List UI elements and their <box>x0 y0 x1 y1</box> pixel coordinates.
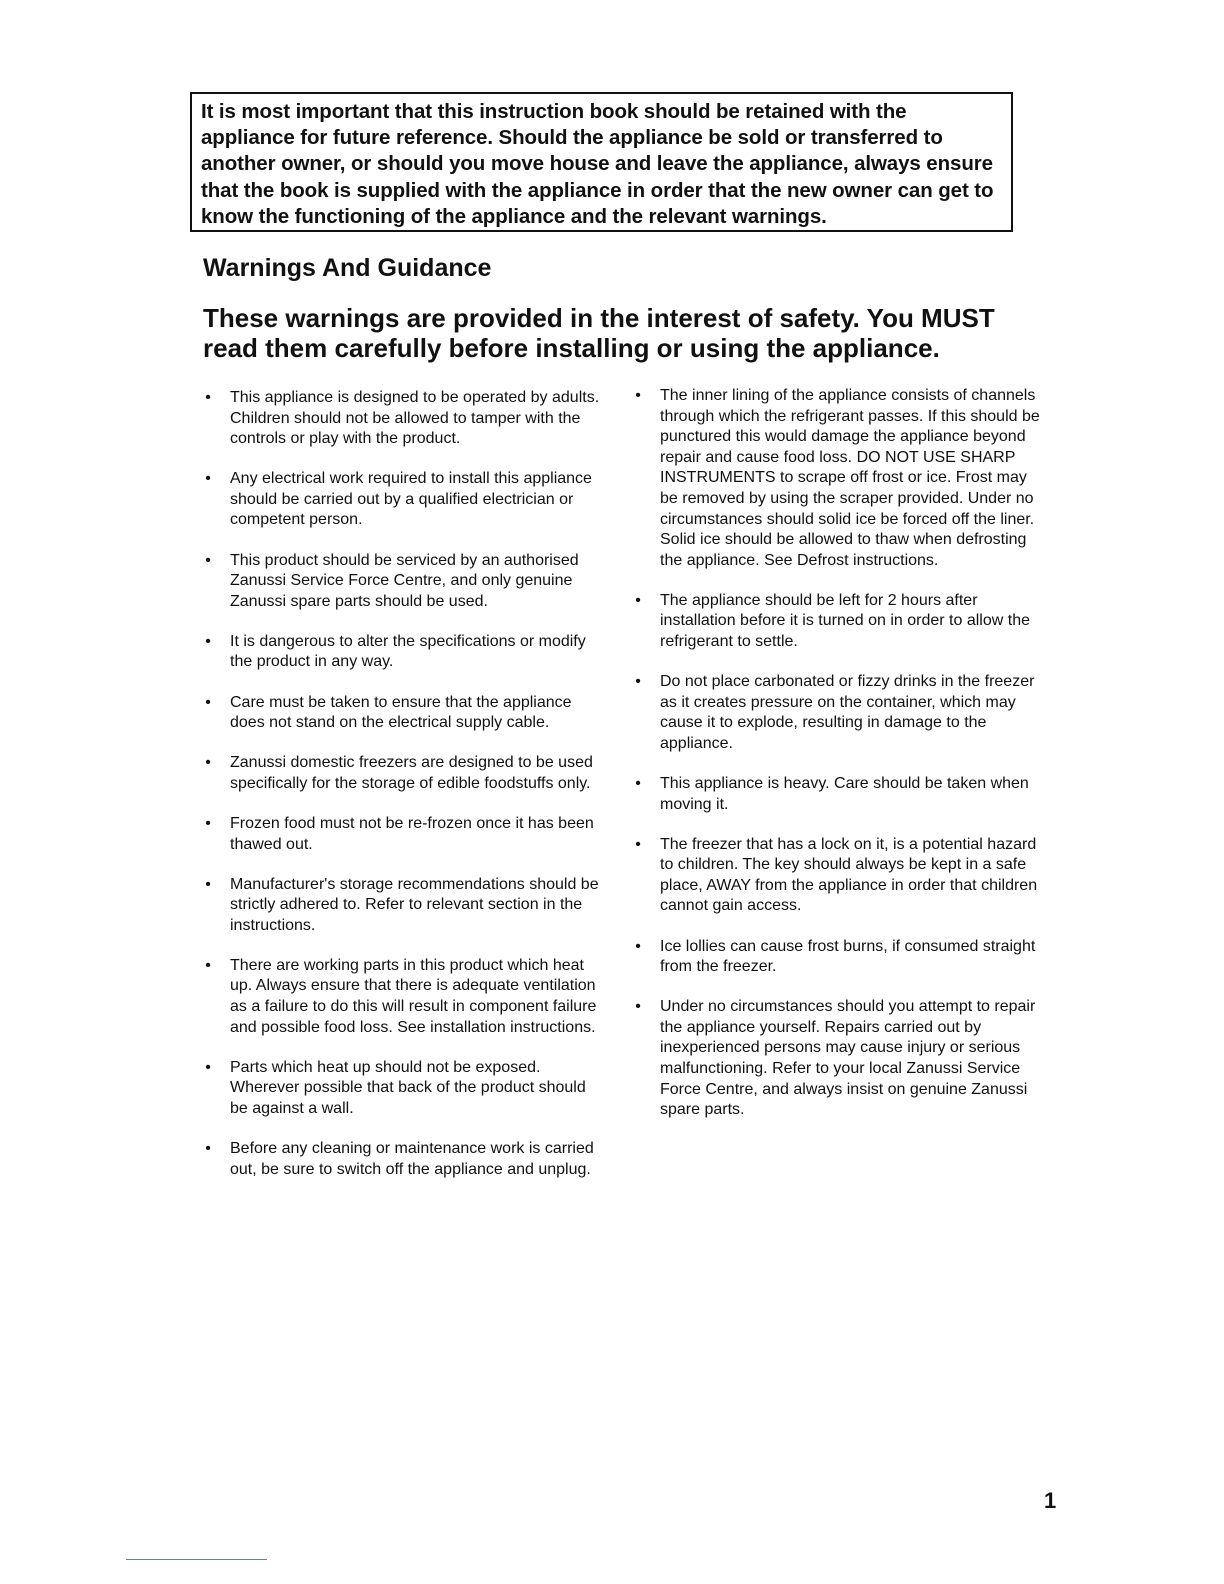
page-number: 1 <box>1044 1488 1057 1513</box>
warning-text: It is dangerous to alter the specifications or modify the product in any way. <box>230 632 586 671</box>
bullet-icon: • <box>205 1058 211 1076</box>
warning-text: Manufacturer's storage recommendations should be strictly adhered to. Refer to relevant section in the instructions. <box>230 875 599 934</box>
bullet-icon: • <box>205 470 211 488</box>
list-item <box>633 591 1043 653</box>
warning-text: Any electrical work required to install this appliance should be carried out by a qualified electrician or competent person. <box>230 470 592 529</box>
list-item <box>633 774 1043 815</box>
warning-text: Parts which heat up should not be exposed. Wherever possible that back of the product should be against a wall. <box>230 1058 586 1117</box>
list-item <box>203 753 603 794</box>
bullet-icon: • <box>635 998 641 1016</box>
notice-box <box>190 92 1013 232</box>
bullet-icon: • <box>205 389 211 406</box>
list-item <box>203 632 603 673</box>
bullet-icon: • <box>635 775 641 792</box>
bullet-icon: • <box>205 551 211 569</box>
left-warnings-list <box>203 388 603 1200</box>
list-item <box>633 835 1043 917</box>
warning-text: This appliance is heavy. Care should be taken when moving it. <box>660 775 1029 813</box>
footer-rule <box>126 1559 267 1560</box>
warning-text: Do not place carbonated or fizzy drinks in the freezer as it creates pressure on the container, which may cause it to explode, resulting in damage to the appliance. <box>660 673 1035 752</box>
list-item <box>203 551 603 613</box>
bullet-icon: • <box>205 693 211 711</box>
right-warnings-list <box>633 386 1043 1140</box>
warning-text: The appliance should be left for 2 hours after installation before it is turned on in order to allow the refrigerant to settle. <box>660 591 1030 651</box>
list-item <box>203 1058 603 1120</box>
bullet-icon: • <box>635 387 641 404</box>
warning-text: Care must be taken to ensure that the appliance does not stand on the electrical supply cable. <box>230 693 572 732</box>
list-item <box>203 1139 603 1180</box>
warning-text: Frozen food must not be re-frozen once it has been thawed out. <box>230 814 594 853</box>
bullet-icon: • <box>635 591 641 609</box>
bullet-icon: • <box>635 937 641 955</box>
list-item <box>633 386 1043 571</box>
bullet-icon: • <box>635 835 641 853</box>
bullet-icon: • <box>205 814 211 832</box>
list-item <box>203 956 603 1038</box>
warning-text: This appliance is designed to be operated by adults. Children should not be allowed to tamper with the controls or play with the product. <box>230 389 600 448</box>
notice-text: It is most important that this instruction book should be retained with the appliance for future reference. Should the appliance be sold or transferred to another owner, or should you move house and leave the appliance, always ensure that the book is supplied with the appliance in order that the new owner can get to know the functioning of the appliance and the relevant warnings. <box>201 100 994 228</box>
warning-text: Under no circumstances should you attempt to repair the appliance yourself. Repairs carried out by inexperienced persons may cause injury or serious malfunctioning. Refer to your local Zanussi Service Force Centre, and always insist on genuine Zanussi spare parts. <box>660 998 1036 1119</box>
warning-text: There are working parts in this product which heat up. Always ensure that there is adequate ventilation as a failure to do this will result in component failure and possible food loss. See installation instructions. <box>230 956 597 1036</box>
warning-text: Ice lollies can cause frost burns, if consumed straight from the freezer. <box>660 937 1036 976</box>
safety-lead: These warnings are provided in the interest of safety. You MUST read them carefully before installing or using the appliance. <box>203 303 995 363</box>
bullet-icon: • <box>205 754 211 772</box>
warning-text: Zanussi domestic freezers are designed to be used specifically for the storage of edible foodstuffs only. <box>230 754 593 792</box>
warning-text: The inner lining of the appliance consists of channels through which the refrigerant passes. If this should be punctured this would damage the appliance beyond repair and cause food loss. DO NOT USE SHARP INSTRUMENTS to scrape off frost or ice. Frost may be removed by using the scraper provided. Under no circumstances should solid ice be forced off the liner. Solid ice should be allowed to thaw when defrosting the appliance. See Defrost instructions. <box>660 387 1040 569</box>
list-item <box>203 388 603 450</box>
warning-text: The freezer that has a lock on it, is a potential hazard to children. The key should always be kept in a safe place, AWAY from the appliance in order that children cannot gain access. <box>660 835 1038 915</box>
list-item <box>203 469 603 531</box>
warning-text: This product should be serviced by an authorised Zanussi Service Force Centre, and only genuine Zanussi spare parts should be used. <box>230 551 579 610</box>
bullet-icon: • <box>205 956 211 974</box>
list-item <box>633 672 1043 754</box>
warning-text: Before any cleaning or maintenance work is carried out, be sure to switch off the appliance and unplug. <box>230 1140 594 1178</box>
bullet-icon: • <box>205 875 211 893</box>
list-item <box>633 937 1043 978</box>
bullet-icon: • <box>635 673 641 691</box>
list-item <box>203 875 603 937</box>
section-title: Warnings And Guidance <box>203 254 492 282</box>
bullet-icon: • <box>205 1140 211 1158</box>
bullet-icon: • <box>205 632 211 650</box>
list-item <box>633 997 1043 1121</box>
list-item <box>203 814 603 855</box>
list-item <box>203 693 603 734</box>
